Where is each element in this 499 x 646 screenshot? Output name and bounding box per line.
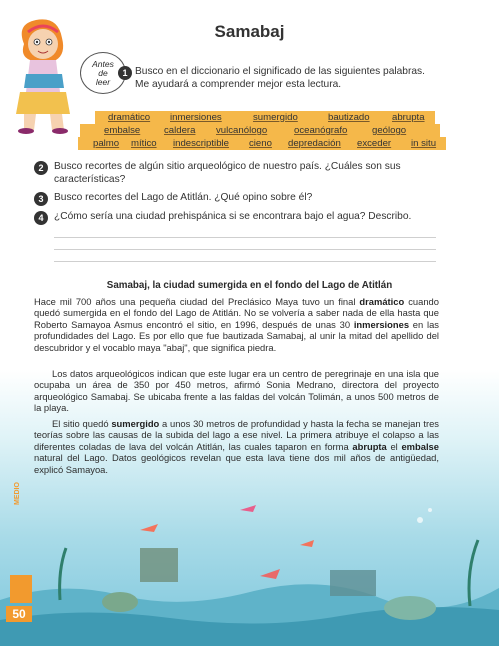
vocab-word: bautizado (328, 112, 370, 123)
vocab-word: dramático (108, 112, 151, 123)
bold-vocab-word: dramático (359, 296, 405, 307)
vocab-word: depredación (288, 138, 341, 149)
paragraph-text: cuando quedó sumergida en el fondo del Lago de Atitlán. No se volvería a saber nada de ella hasta que Roberto Samayoa Asmus encontró el sitio, en 1996, después de unas 30 (34, 296, 439, 330)
question-1-line-1: Busco en el diccionario el significado de las siguientes palabras. (135, 66, 425, 77)
vocab-word: sumergido (253, 112, 298, 123)
question-4-text: ¿Cómo sería una ciudad prehispánica si se encontrara bajo el agua? Describo. (54, 211, 412, 222)
vocab-word: mítico (131, 138, 157, 149)
side-section-label: MEDIO (14, 482, 21, 505)
vocab-word: abrupta (392, 112, 425, 123)
page-title: Samabaj (214, 22, 285, 41)
vocab-word: oceanógrafo (294, 125, 348, 136)
question-number-4: 4 (34, 211, 48, 225)
question-number-2: 2 (34, 161, 48, 175)
page-tab (10, 575, 32, 603)
vocab-word: cieno (249, 138, 272, 149)
answer-line[interactable] (54, 261, 436, 262)
paragraph-text: a unos 30 metros de profundidad y hasta la fecha se manejan tres teorías sobre las causas de la subida del lago a ese nivel. La primera atribuye el colapso a las diferentes coladas de lava del volcán Atitlán, las cuales taparon en forma (34, 418, 439, 452)
bold-vocab-word: abrupta (352, 440, 387, 452)
question-1-line-2: Me ayudará a comprender mejor esta lectura. (135, 79, 342, 90)
paragraph-text: El sitio quedó (52, 418, 112, 429)
answer-line[interactable] (54, 237, 436, 238)
paragraph-text: en las profundidades del Lago. Es por ello que fue bautizada Samabaj, al unir la mitad del apellido del descubridor y el vocablo maya "abaj", que significa piedra. (34, 318, 439, 353)
vocab-word: caldera (164, 125, 196, 136)
vocab-word: exceder (357, 138, 392, 149)
bold-vocab-word: sumergido (111, 418, 160, 429)
antes-de-leer-badge: Antes de leer (80, 52, 126, 94)
question-number-3: 3 (34, 192, 48, 206)
vocab-word: geólogo (372, 125, 407, 136)
story-paragraph-3 (34, 418, 439, 475)
girl-reading-illustration (6, 14, 88, 134)
paragraph-text: natural del Lago. Datos geológicos revelan que esta lava tiene dos mil años de antigüedad, explicó Samayoa. (34, 452, 439, 475)
paragraph-text: Hace mil 700 años una pequeña ciudad del Preclásico Maya tuvo un final (34, 296, 360, 307)
vocab-word: in situ (411, 138, 437, 149)
bold-vocab-word: inmersiones (353, 318, 410, 330)
answer-line[interactable] (54, 249, 436, 250)
question-2-line-2: características? (54, 174, 126, 185)
story-paragraph-2: Los datos arqueológicos indican que este lugar era un centro de peregrinaje en una isla que ocupaba un área de 350 por 450 metros, afirmó Sonia Medrano, directora del proyecto arqueológico Samabaj. Se ubicaba frente a las faldas del volcán Tolimán, a unos 500 metros de la playa. (34, 368, 439, 414)
bold-vocab-word: embalse (401, 440, 439, 452)
vocab-word: inmersiones (170, 112, 222, 123)
story-title: Samabaj, la ciudad sumergida en el fondo del Lago de Atitlán (106, 280, 393, 291)
page-number: 50 (6, 606, 32, 622)
question-number-1: 1 (118, 66, 132, 80)
vocab-word: vulcanólogo (216, 125, 268, 136)
paragraph-text: el (386, 440, 402, 452)
vocab-word: palmo (93, 138, 120, 149)
story-paragraph-1 (34, 296, 439, 353)
question-2-line-1: Busco recortes de algún sitio arqueológico de nuestro país. ¿Cuáles son sus (54, 161, 401, 172)
vocab-word: indescriptible (173, 138, 229, 149)
question-3-text: Busco recortes del Lago de Atitlán. ¿Qué opino sobre él? (54, 192, 313, 203)
vocab-word: embalse (104, 125, 141, 136)
